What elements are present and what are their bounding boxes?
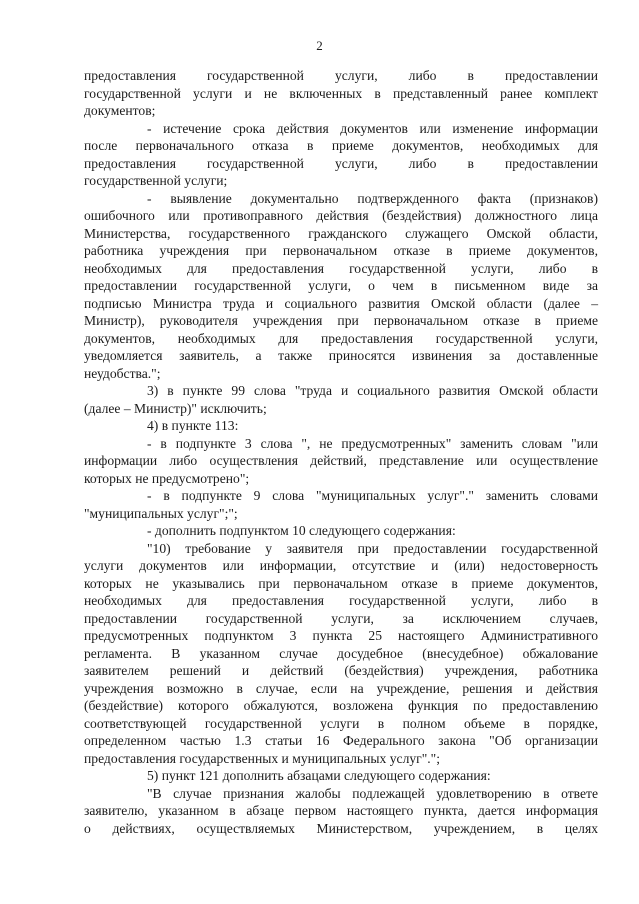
text-line: - истечение срока действия документов или изменение информации <box>147 120 598 136</box>
text-line: учреждения возможно в случае, если на учреждение, решения и действия <box>84 680 598 696</box>
text-line: подписью Министра труда и социального развития Омской области (далее – <box>84 295 598 311</box>
text-line: определенном частью 1.3 статьи 16 Федерального закона "Об организации <box>84 733 598 748</box>
text-line: предоставления государственных и муниципальных услуг"."; <box>84 750 440 766</box>
text-line: которых не предусмотрено"; <box>84 470 250 486</box>
text-line: предоставлении государственной услуги, за исключением случаев, <box>84 610 598 626</box>
text-line: документов; <box>84 103 156 118</box>
text-line: необходимых для предоставления государственной услуги, либо в <box>84 593 598 608</box>
text-line: 5) пункт 121 дополнить абзацами следующего содержания: <box>147 768 491 783</box>
text-line: (далее – Министр)" исключить; <box>84 400 267 416</box>
text-line: регламента. В указанном случае досудебное (внесудебное) обжалование <box>84 645 598 661</box>
text-line: "муниципальных услуг";"; <box>84 505 238 521</box>
text-line: Министерства, государственного гражданского служащего Омской области, <box>84 225 598 241</box>
text-line: государственной услуги и не включенных в представленный ранее комплект <box>84 85 598 101</box>
text-line: "В случае признания жалобы подлежащей удовлетворению в ответе <box>147 785 598 801</box>
text-line: документов, необходимых для предоставления государственной услуги, <box>84 330 598 346</box>
text-line: неудобства."; <box>84 365 161 381</box>
text-line: - в подпункте 3 слова ", не предусмотренных" заменить словам "или <box>147 435 598 451</box>
text-line: предоставления государственной услуги, либо в предоставлении <box>84 68 598 83</box>
text-line: - в подпункте 9 слова "муниципальных услуг"." заменить словами <box>147 488 598 503</box>
text-line: 3) в пункте 99 слова "труда и социального развития Омской области <box>147 383 598 398</box>
page-number: 2 <box>316 38 323 53</box>
text-line: предусмотренных подпунктом 3 пункта 25 настоящего Административного <box>84 628 598 643</box>
text-line: заявителю, указанном в абзаце первом настоящего пункта, дается информация <box>84 803 598 818</box>
text-line: о действиях, осуществляемых Министерством, учреждением, в целях <box>84 820 598 836</box>
text-line: информации либо осуществления действий, представление или осуществление <box>84 453 598 468</box>
text-line: соответствующей государственной услуги в полном объеме в порядке, <box>84 715 598 731</box>
text-line: услуги документов или информации, отсутствие и (или) недостоверность <box>84 558 598 573</box>
text-line: Министр), руководителя учреждения при первоначальном отказе в приеме <box>84 313 598 328</box>
text-line: предоставления государственной услуги, либо в предоставлении <box>84 155 598 171</box>
text-line: после первоначального отказа в приеме документов, необходимых для <box>84 138 598 153</box>
text-line: - выявление документально подтвержденного факта (признаков) <box>147 190 598 206</box>
text-line: уведомляется заявитель, а также приносятся извинения за доставленные <box>84 348 598 363</box>
text-line: необходимых для предоставления государственной услуги, либо в <box>84 260 598 276</box>
text-line: "10) требование у заявителя при предоставлении государственной <box>147 540 598 556</box>
text-line: 4) в пункте 113: <box>147 418 239 433</box>
text-line: (бездействие) которого обжалуются, возложена функция по предоставлению <box>84 698 598 713</box>
text-line: которых не указывались при первоначальном отказе в приеме документов, <box>84 575 598 591</box>
document-body <box>84 67 598 837</box>
text-line: работника учреждения при первоначальном отказе в приеме документов, <box>84 243 598 258</box>
text-line: предоставлении государственной услуги, о чем в письменном виде за <box>84 278 598 293</box>
text-line: - дополнить подпунктом 10 следующего содержания: <box>147 523 456 538</box>
text-line: ошибочного или противоправного действия (бездействия) должностного лица <box>84 208 598 223</box>
text-line: заявителем решений и действий (бездействия) учреждения, работника <box>84 663 598 678</box>
text-line: государственной услуги; <box>84 173 228 188</box>
